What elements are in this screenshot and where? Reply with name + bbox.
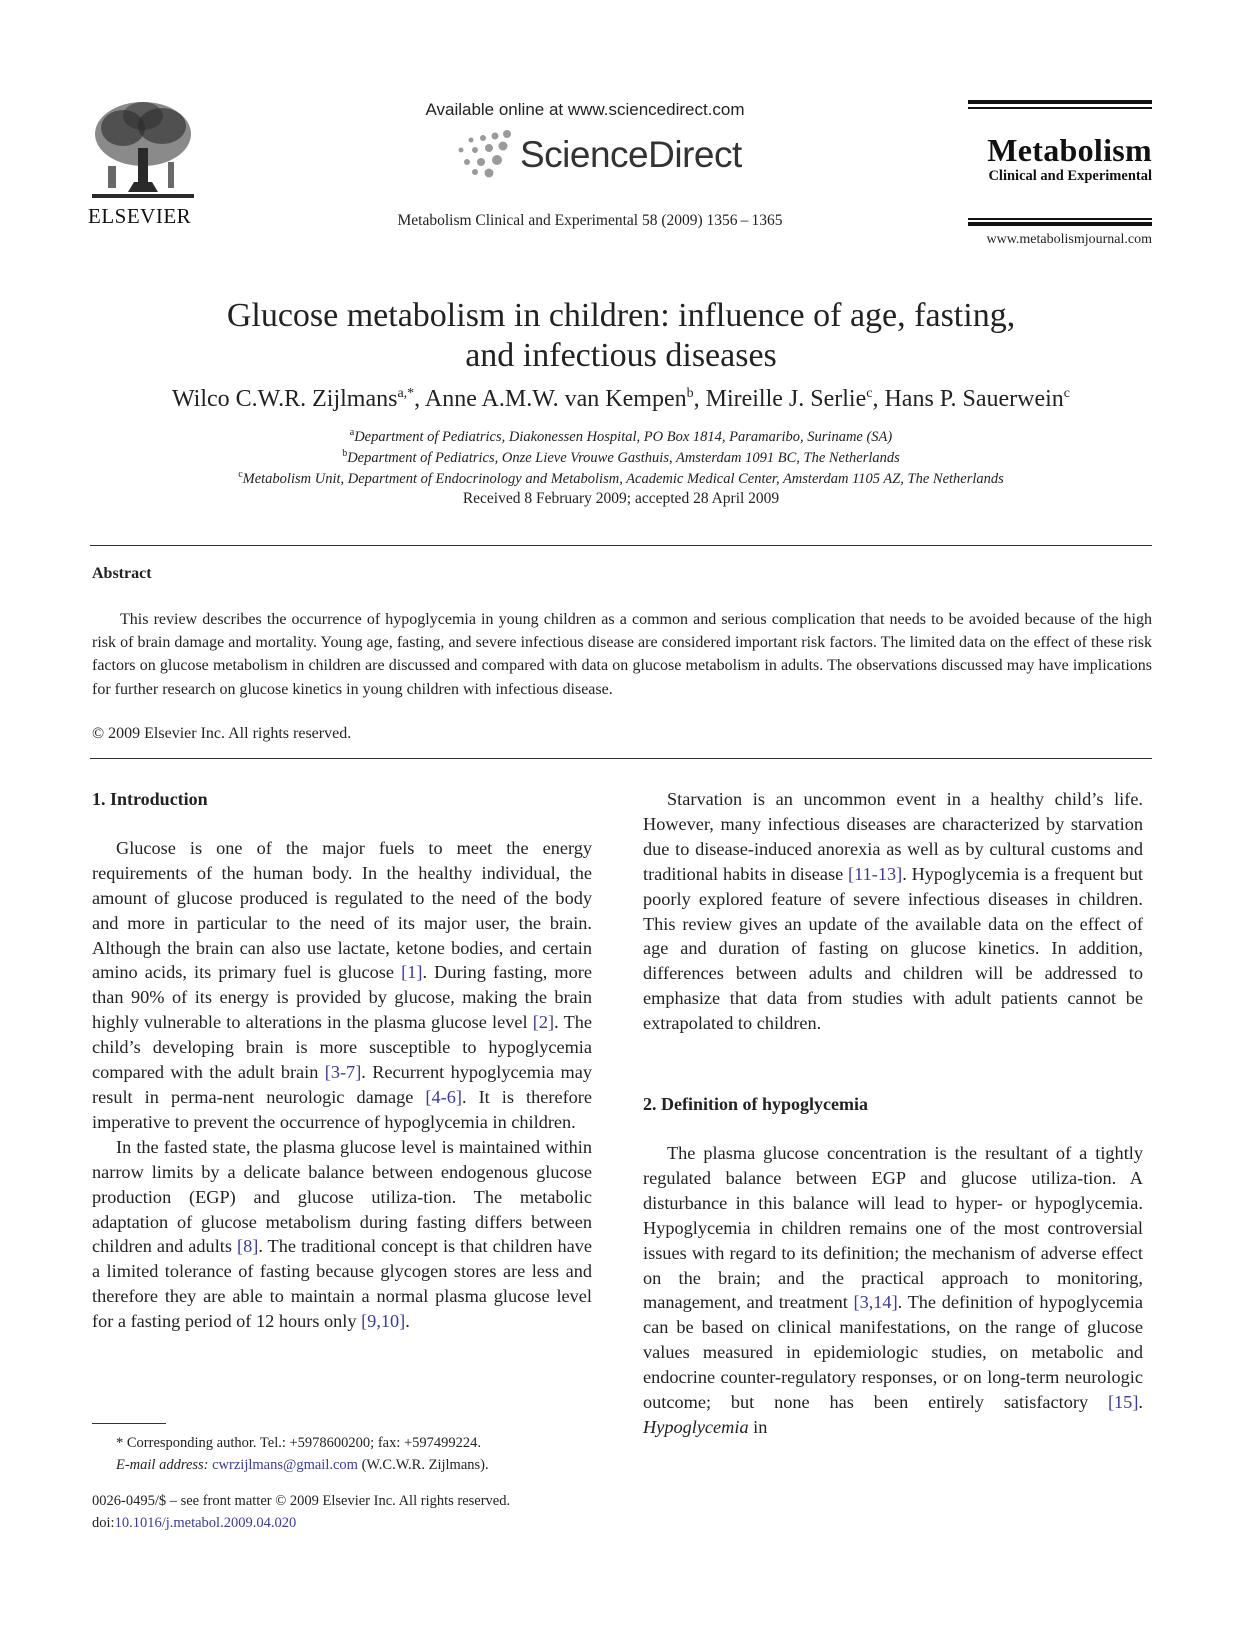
- text-run: . The definition of hypoglycemia can be based on clinical manifestations, on the range of glucose values measured in epidemiologic studies, on metabolic and endocrine counter-regulatory responses, or on long-term neurologic outcome; but none has been entirely satisfactory: [643, 1292, 1143, 1413]
- author-affil-mark: c: [866, 386, 873, 401]
- citation-link[interactable]: [9,10]: [361, 1311, 406, 1332]
- brand-rule-bottom: [968, 222, 1152, 226]
- doi-line: [92, 1512, 612, 1534]
- citation-link[interactable]: [11-13]: [848, 863, 903, 884]
- affiliation-mark: b: [342, 448, 348, 459]
- journal-brand-title: Metabolism: [987, 132, 1152, 168]
- author-name: Mireille J. Serlie: [705, 386, 867, 412]
- footnote-rule: [92, 1423, 166, 1424]
- text-run: .: [405, 1311, 410, 1332]
- email-link[interactable]: cwrzijlmans@gmail.com: [212, 1457, 358, 1473]
- corresponding-author-note: * Corresponding author. Tel.: +5978600200; fax: +597499224.: [116, 1435, 482, 1451]
- author-affil-mark: b: [686, 386, 694, 401]
- brand-rule-top: [968, 100, 1152, 104]
- paragraph: [92, 1135, 592, 1334]
- left-column: [92, 787, 592, 1334]
- author-affil-mark: a,*: [397, 386, 415, 401]
- text-run: In the fasted state, the plasma glucose level is maintained within narrow limits by a delicate balance between endogenous glucose production (EGP) and glucose utiliza-tion. The metabolic adaptation of glucose metabolism during fasting differs between children and adults: [92, 1136, 592, 1257]
- affiliation-text: Department of Pediatrics, Onze Lieve Vrouwe Gasthuis, Amsterdam 1091 BC, The Netherlands: [347, 449, 900, 466]
- author-name: Hans P. Sauerwein: [884, 386, 1064, 412]
- affiliation-text: Metabolism Unit, Department of Endocrinology and Metabolism, Academic Medical Center, Amsterdam 1105 AZ, The Netherlands: [242, 470, 1004, 487]
- front-matter-text: 0026-0495/$ – see front matter © 2009 Elsevier Inc. All rights reserved.: [92, 1493, 511, 1509]
- author-list: Wilco C.W.R. Zijlmans$^{a,*}$, Anne A.M.W. van Kempen$^b$, Mireille J. Serlie$^c$, Hans P. Sauerwein$^c$: [171, 386, 1070, 412]
- affiliation: [90, 448, 1152, 467]
- text-run: . During fasting, more than 90% of its energy is provided by glucose, making the brain highly vulnerable to alterations in the plasma glucose level: [92, 962, 592, 1033]
- paragraph: [643, 787, 1143, 1036]
- author-name: Anne A.M.W. van Kempen: [424, 386, 687, 412]
- citation-link[interactable]: [8]: [236, 1236, 259, 1257]
- abstract-copyright: © 2009 Elsevier Inc. All rights reserved.: [92, 725, 352, 742]
- paragraph: [92, 836, 592, 1135]
- abstract-heading: Abstract: [92, 565, 152, 582]
- author-affil-mark: c: [1063, 386, 1070, 401]
- elsevier-logo: [88, 98, 208, 229]
- text-run: The plasma glucose concentration is the resultant of a tightly regulated balance between EGP and glucose utiliza-tion. A disturbance in this balance will lead to hyper- or hypoglycemia. Hypoglycemia in children remains one of the most controversial issues with regard to its definition; the mechanism of adverse effect on the brain; and the practical approach to monitoring, management, and treatment: [643, 1142, 1143, 1313]
- footnote-corresponding: [92, 1432, 612, 1476]
- text-run: in: [748, 1416, 768, 1437]
- journal-citation: Metabolism Clinical and Experimental 58 (2009) 1356 – 1365: [397, 212, 783, 229]
- received-dates: Received 8 February 2009; accepted 28 April 2009: [462, 490, 780, 507]
- elsevier-tree-icon: [88, 98, 198, 202]
- citation-link[interactable]: [3-7]: [324, 1062, 362, 1083]
- journal-brand-subtitle: Clinical and Experimental: [988, 168, 1152, 184]
- sciencedirect-wordmark: ScienceDirect: [520, 134, 742, 175]
- affiliation-mark: a: [349, 427, 355, 438]
- available-online-text: Available online at www.sciencedirect.com: [425, 100, 745, 119]
- journal-url[interactable]: www.metabolismjournal.com: [986, 232, 1152, 247]
- affiliation: [90, 427, 1152, 446]
- text-run: . The child’s developing brain is more susceptible to hypoglycemia compared with the adult brain: [92, 1012, 592, 1083]
- abstract-rule-top: [90, 545, 1152, 546]
- email-note: [92, 1454, 612, 1476]
- doi-label: doi:: [92, 1515, 115, 1531]
- text-run: . Recurrent hypoglycemia may result in perma-nent neurologic damage: [92, 1062, 592, 1107]
- italic-term: Hypoglycemia: [643, 1416, 749, 1437]
- text-run: . Hypoglycemia is a frequent but poorly explored feature of severe infectious diseases in children. This review gives an update of the available data on the effect of age and duration of fasting on glucose kinetics. In addition, differences between adults and children will be addressed to emphasize that data from studies with adult patients cannot be extrapolated to children.: [643, 863, 1144, 1034]
- text-run: . The traditional concept is that children have a limited tolerance of fasting because glycogen stores are less and therefore they are able to maintain a normal plasma glucose level for a fasting period of 12 hours only: [92, 1236, 592, 1332]
- right-column: [643, 787, 1143, 1440]
- brand-rule-bottom-thin: [968, 218, 1152, 220]
- sciencedirect-dots-icon: [447, 128, 517, 180]
- affiliation-text: Department of Pediatrics, Diakonessen Hospital, PO Box 1814, Paramaribo, Suriname (SA): [354, 428, 893, 445]
- author-name: Wilco C.W.R. Zijlmans: [171, 386, 398, 412]
- text-run: . It is therefore imperative to prevent the occurrence of hypoglycemia in children.: [92, 1086, 593, 1132]
- email-owner: (W.C.W.R. Zijlmans).: [361, 1457, 489, 1473]
- section-heading: 2. Definition of hypoglycemia: [643, 1094, 868, 1115]
- email-label: E-mail address:: [116, 1457, 209, 1473]
- citation-link[interactable]: [15]: [1107, 1392, 1139, 1413]
- citation-link[interactable]: [4-6]: [425, 1086, 462, 1107]
- doi-link[interactable]: 10.1016/j.metabol.2009.04.020: [114, 1515, 297, 1531]
- section-heading: 1. Introduction: [92, 789, 208, 809]
- citation-link[interactable]: [2]: [532, 1012, 555, 1033]
- paragraph: [643, 1141, 1143, 1440]
- brand-rule-top-thin: [968, 107, 1152, 109]
- article-title: [90, 296, 1152, 376]
- affiliation-mark: c: [238, 469, 243, 480]
- text-run: .: [1138, 1392, 1143, 1413]
- abstract-body: This review describes the occurrence of hypoglycemia in young children as a common and serious complication that needs to be avoided because of the high risk of brain damage and mortality. Young age, fasting, and severe infectious disease are considered important risk factors. The limited data on the effect of these risk factors on glucose metabolism in children are discussed and compared with data on glucose metabolism in adults. The observations discussed may have implications for further research on glucose kinetics in young children with infectious disease.: [92, 611, 1152, 698]
- abstract-rule-bottom: [90, 758, 1152, 759]
- title-line-1: Glucose metabolism in children: influence of age, fasting,: [226, 297, 1016, 334]
- text-run: Glucose is one of the major fuels to meet the energy requirements of the human body. In the healthy individual, the amount of glucose produced is regulated to the need of the body and more in particular to the need of its major user, the brain. Although the brain can also use lactate, ketone bodies, and certain amino acids, its primary fuel is glucose: [92, 837, 592, 983]
- title-line-2: and infectious diseases: [465, 337, 777, 374]
- affiliation: [90, 469, 1152, 488]
- publisher-wordmark: ELSEVIER: [88, 204, 192, 228]
- front-matter-note: [92, 1490, 612, 1534]
- citation-link[interactable]: [3,14]: [853, 1292, 898, 1313]
- citation-link[interactable]: [1]: [401, 962, 423, 983]
- text-run: Starvation is an uncommon event in a healthy child’s life. However, many infectious diseases are characterized by starvation due to disease-induced anorexia as well as by cultural customs and traditional habits in disease: [643, 789, 1143, 884]
